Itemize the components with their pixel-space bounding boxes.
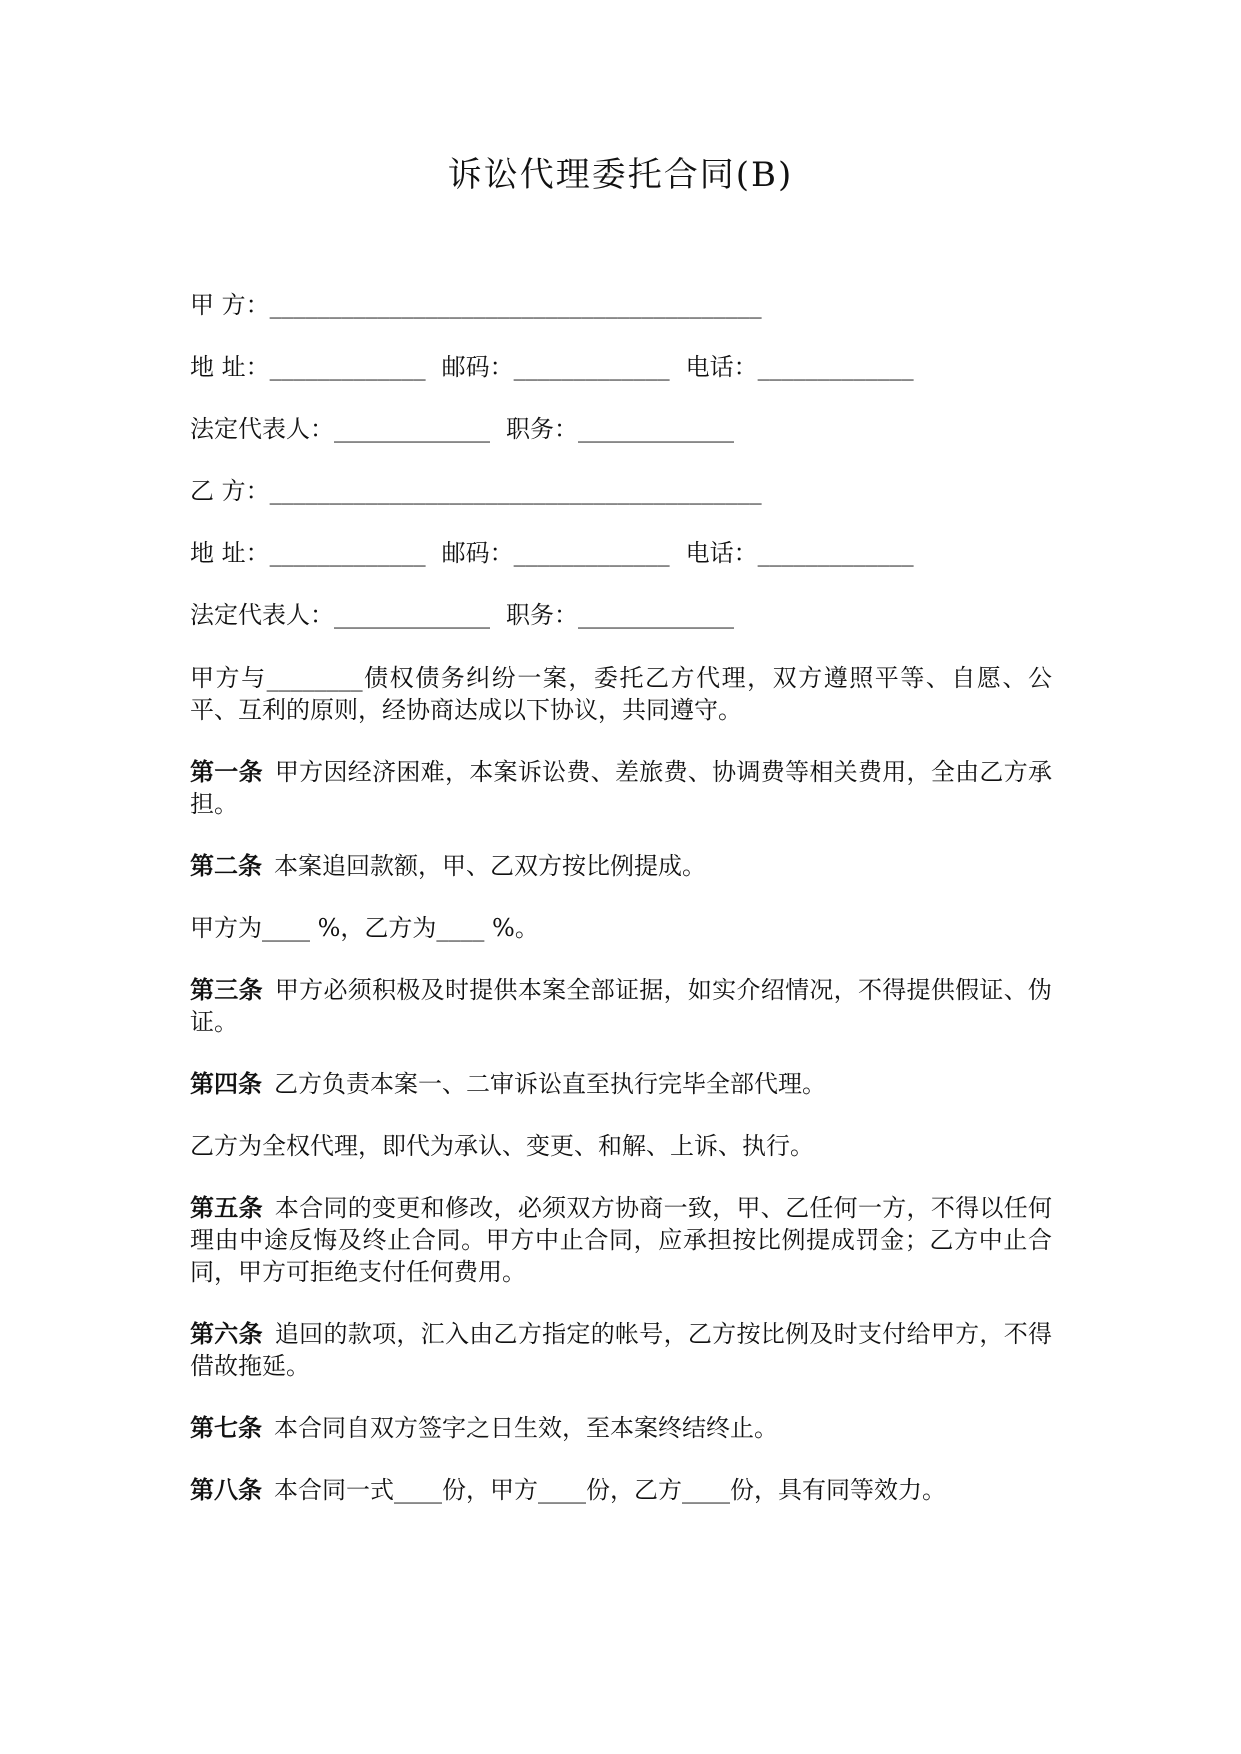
article-6: [190, 1318, 1052, 1382]
contract-body: [190, 290, 1052, 1536]
party-a-rep-line: [190, 414, 1052, 444]
article-label: 第六条: [190, 1320, 263, 1348]
document-title: 诉讼代理委托合同(B): [447, 155, 794, 195]
article-text: 乙方为全权代理，即代为承认、变更、和解、上诉、执行。: [190, 1132, 814, 1160]
article-text: 本合同一式____份，甲方____份，乙方____份，具有同等效力。: [274, 1476, 946, 1504]
article-label: 第七条: [190, 1414, 262, 1442]
party-b-address: 地 址：_____________: [190, 539, 426, 567]
article-7: [190, 1412, 1052, 1444]
party-a-name-line: [190, 290, 1052, 320]
party-b-position: 职务：_____________: [506, 601, 734, 629]
article-text: 本案追回款额，甲、乙双方按比例提成。: [274, 852, 706, 880]
article-text: 甲方必须积极及时提供本案全部证据，如实介绍情况，不得提供假证、伪证。: [190, 976, 1053, 1036]
party-b-contact-line: [190, 538, 1052, 568]
party-a-name: 甲 方：_________________________________________: [190, 291, 762, 319]
article-text: 甲方为____ %，乙方为____ %。: [190, 914, 539, 942]
party-b-legal-rep: 法定代表人：_____________: [190, 601, 490, 629]
party-a-legal-rep: 法定代表人：_____________: [190, 415, 490, 443]
article-text: 乙方负责本案一、二审诉讼直至执行完毕全部代理。: [274, 1070, 826, 1098]
article-5: [190, 1192, 1052, 1288]
party-b-rep-line: [190, 600, 1052, 630]
article-label: 第一条: [190, 758, 263, 786]
party-a-contact-line: [190, 352, 1052, 382]
article-label: 第二条: [190, 852, 262, 880]
article-1: [190, 756, 1052, 820]
article-text: 追回的款项，汇入由乙方指定的帐号，乙方按比例及时支付给甲方，不得借故拖延。: [190, 1320, 1053, 1380]
party-a-position: 职务：_____________: [506, 415, 734, 443]
party-b-name-line: [190, 476, 1052, 506]
intro-paragraph: 甲方与________债权债务纠纷一案，委托乙方代理，双方遵照平等、自愿、公平、互利的原则，经协商达成以下协议，共同遵守。: [190, 664, 1052, 724]
article-4: [190, 1068, 1052, 1100]
article-3: [190, 974, 1052, 1038]
article-2: [190, 850, 1052, 882]
party-b-postcode: 邮码：_____________: [441, 539, 670, 567]
party-a-address: 地 址：_____________: [190, 353, 426, 381]
article-4-scope: [190, 1130, 1052, 1162]
article-label: 第四条: [190, 1070, 262, 1098]
article-text: 本合同自双方签字之日生效，至本案终结终止。: [274, 1414, 778, 1442]
article-label: 第八条: [190, 1476, 262, 1504]
article-text: 本合同的变更和修改，必须双方协商一致，甲、乙任何一方，不得以任何理由中途反悔及终止合同。甲方中止合同，应承担按比例提成罚金；乙方中止合同，甲方可拒绝支付任何费用。: [190, 1194, 1053, 1286]
party-b-name: 乙 方：_________________________________________: [190, 477, 762, 505]
party-a-phone: 电话：_____________: [685, 353, 914, 381]
article-label: 第五条: [190, 1194, 263, 1222]
article-8: [190, 1474, 1052, 1506]
party-a-postcode: 邮码：_____________: [441, 353, 670, 381]
party-b-phone: 电话：_____________: [685, 539, 914, 567]
article-text: 甲方因经济困难，本案诉讼费、差旅费、协调费等相关费用，全由乙方承担。: [190, 758, 1053, 818]
article-label: 第三条: [190, 976, 263, 1004]
article-2-ratio: [190, 912, 1052, 944]
